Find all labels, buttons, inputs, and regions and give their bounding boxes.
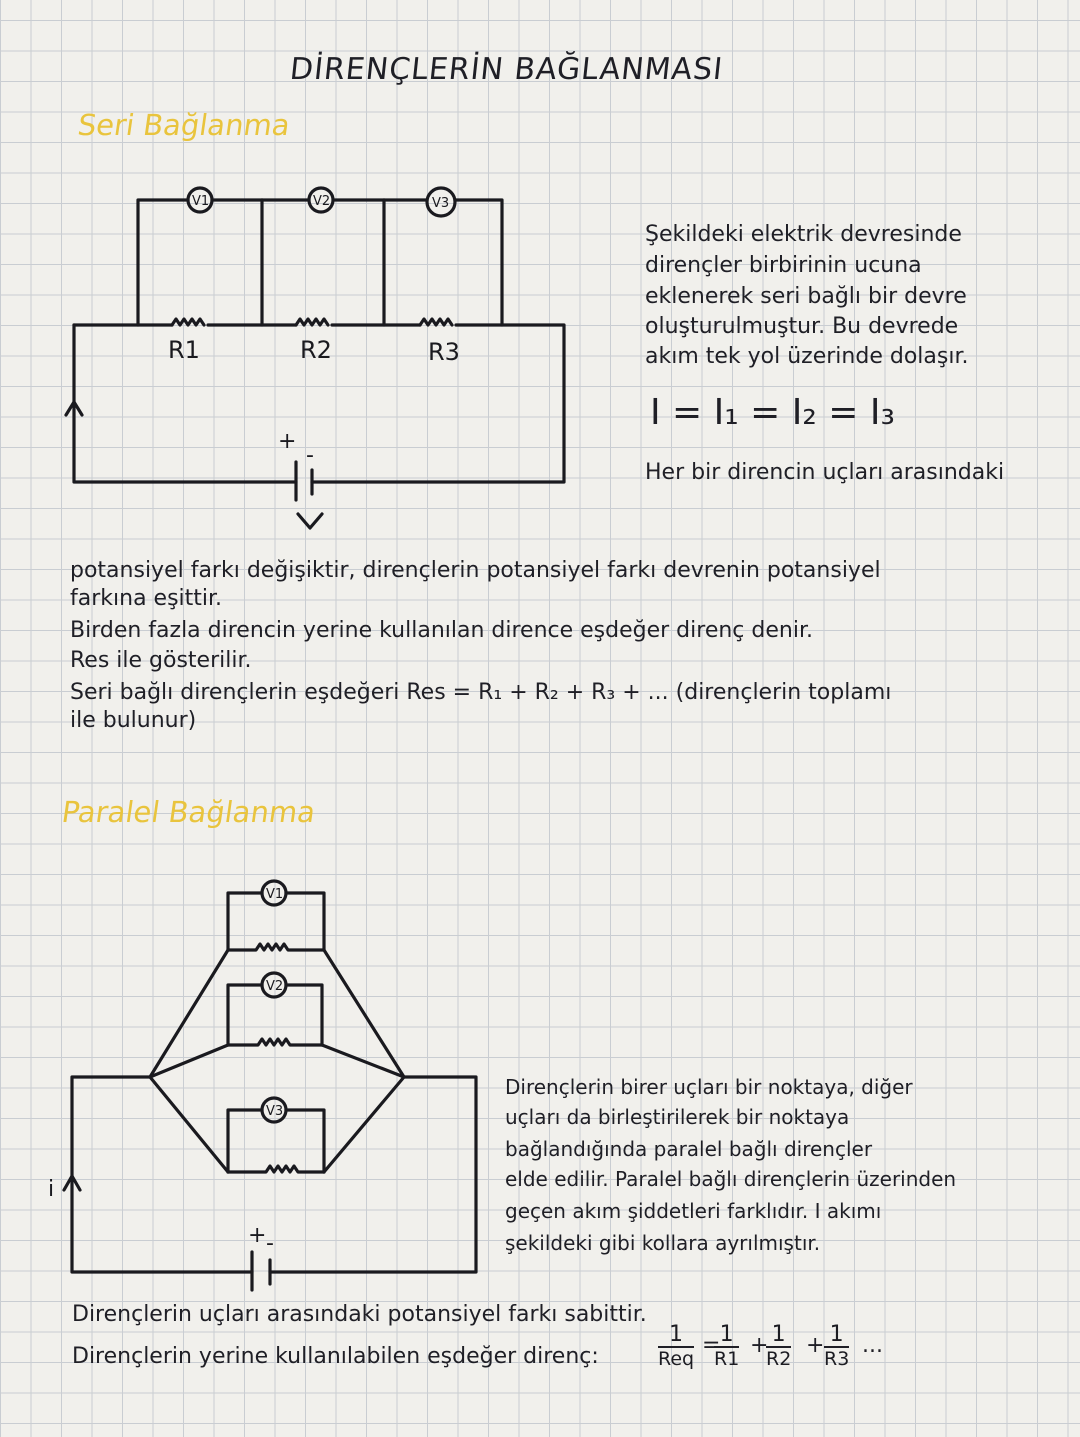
series-desc-line-4: oluşturulmuştur. Bu devrede bbox=[645, 314, 959, 339]
fraction-req-den: Req bbox=[658, 1348, 695, 1370]
v3-label: V3 bbox=[432, 196, 450, 211]
parallel-desc-line-4: elde edilir. Paralel bağlı dirençlerin üzerinden bbox=[505, 1167, 957, 1191]
fraction-req bbox=[658, 1324, 694, 1370]
p-resistor-1-icon bbox=[228, 944, 324, 950]
p-outer-right-wire bbox=[270, 1077, 476, 1272]
p-v2-right-wire bbox=[286, 985, 322, 1045]
parallel-desc-line-1: Dirençlerin birer uçları bir noktaya, diğer bbox=[505, 1075, 913, 1099]
op-equals: = bbox=[702, 1333, 721, 1358]
p-top-left-diag bbox=[150, 950, 228, 1077]
series-body-line-6: ile bulunur) bbox=[70, 708, 197, 733]
p-battery-minus: - bbox=[266, 1231, 274, 1256]
parallel-desc-line-5: geçen akım şiddetleri farklıdır. I akımı bbox=[505, 1199, 882, 1223]
series-desc-line-3: eklenerek seri bağlı bir devre bbox=[645, 284, 967, 309]
r1-label: R1 bbox=[168, 336, 200, 364]
p-v1-label: V1 bbox=[266, 887, 284, 902]
p-current-label: i bbox=[48, 1177, 55, 1202]
op-plus-2: + bbox=[806, 1333, 825, 1358]
parallel-heading: Paralel Bağlanma bbox=[59, 795, 318, 829]
p-resistor-3-icon bbox=[228, 1166, 324, 1172]
p-resistor-2-icon bbox=[228, 1039, 322, 1045]
fraction-r1 bbox=[714, 1324, 739, 1370]
p-v3-right-wire bbox=[286, 1110, 324, 1172]
series-body-line-5: Seri bağlı dirençlerin eşdeğeri Res = R₁ + R₂ + R₃ + ... (dirençlerin toplamı bbox=[70, 680, 892, 705]
p-bottom-left-diag bbox=[150, 1077, 228, 1172]
op-plus-1: + bbox=[750, 1333, 769, 1358]
series-desc-line-1: Şekildeki elektrik devresinde bbox=[645, 222, 962, 247]
p-v3-label: V3 bbox=[266, 1104, 284, 1119]
parallel-bottom-line-2: Dirençlerin yerine kullanılabilen eşdeğer direnç: bbox=[72, 1344, 599, 1369]
fraction-r3-num: 1 bbox=[824, 1324, 849, 1348]
fraction-r2-den: R2 bbox=[766, 1348, 792, 1370]
series-heading: Seri Bağlanma bbox=[75, 108, 293, 142]
p-top-right-diag bbox=[324, 950, 404, 1077]
v1-label: V1 bbox=[192, 194, 210, 209]
battery-minus: - bbox=[306, 443, 314, 468]
parallel-bottom-line-1: Dirençlerin uçları arasındaki potansiyel farkı sabittir. bbox=[72, 1302, 647, 1327]
fraction-r3-den: R3 bbox=[824, 1348, 850, 1370]
v2-label: V2 bbox=[313, 194, 331, 209]
r2-label: R2 bbox=[300, 336, 332, 364]
battery-plus: + bbox=[278, 429, 297, 454]
p-v2-left-wire bbox=[228, 985, 262, 1045]
p-battery-plus: + bbox=[248, 1223, 267, 1248]
fraction-r1-den: R1 bbox=[714, 1348, 740, 1370]
parallel-desc-line-6: şekildeki gibi kollara ayrılmıştır. bbox=[505, 1231, 821, 1255]
r3-label: R3 bbox=[428, 338, 460, 366]
series-current-formula: I = I₁ = I₂ = I₃ bbox=[650, 392, 895, 433]
series-after-formula-line: Her bir direncin uçları arasındaki bbox=[645, 460, 1005, 485]
p-v1-left-wire bbox=[228, 893, 262, 950]
fraction-r2 bbox=[766, 1324, 791, 1370]
p-v3-left-wire bbox=[228, 1110, 262, 1172]
fraction-r2-num: 1 bbox=[766, 1324, 791, 1348]
p-outer-left-wire bbox=[72, 1077, 252, 1272]
fraction-req-num: 1 bbox=[658, 1324, 694, 1348]
p-mid-right-diag bbox=[322, 1045, 404, 1077]
series-desc-line-2: dirençler birbirinin ucuna bbox=[645, 253, 922, 278]
series-desc-line-5: akım tek yol üzerinde dolaşır. bbox=[645, 344, 969, 369]
p-v2-label: V2 bbox=[266, 979, 284, 994]
page-title: DİRENÇLERİN BAĞLANMASI bbox=[288, 52, 725, 87]
p-bottom-right-diag bbox=[324, 1077, 404, 1172]
p-v1-right-wire bbox=[286, 893, 324, 950]
parallel-desc-line-3: bağlandığında paralel bağlı dirençler bbox=[505, 1137, 873, 1161]
op-ellipsis: ... bbox=[862, 1333, 883, 1358]
series-body-line-1: potansiyel farkı değişiktir, dirençlerin potansiyel farkı devrenin potansiyel bbox=[70, 558, 881, 583]
series-body-line-3: Birden fazla direncin yerine kullanılan dirence eşdeğer direnç denir. bbox=[70, 618, 813, 643]
fraction-r3 bbox=[824, 1324, 849, 1370]
fraction-r1-num: 1 bbox=[714, 1324, 739, 1348]
series-body-line-2: farkına eşittir. bbox=[70, 586, 223, 611]
series-body-line-4: Res ile gösterilir. bbox=[70, 648, 252, 673]
parallel-desc-line-2: uçları da birleştirilerek bir noktaya bbox=[505, 1105, 850, 1129]
